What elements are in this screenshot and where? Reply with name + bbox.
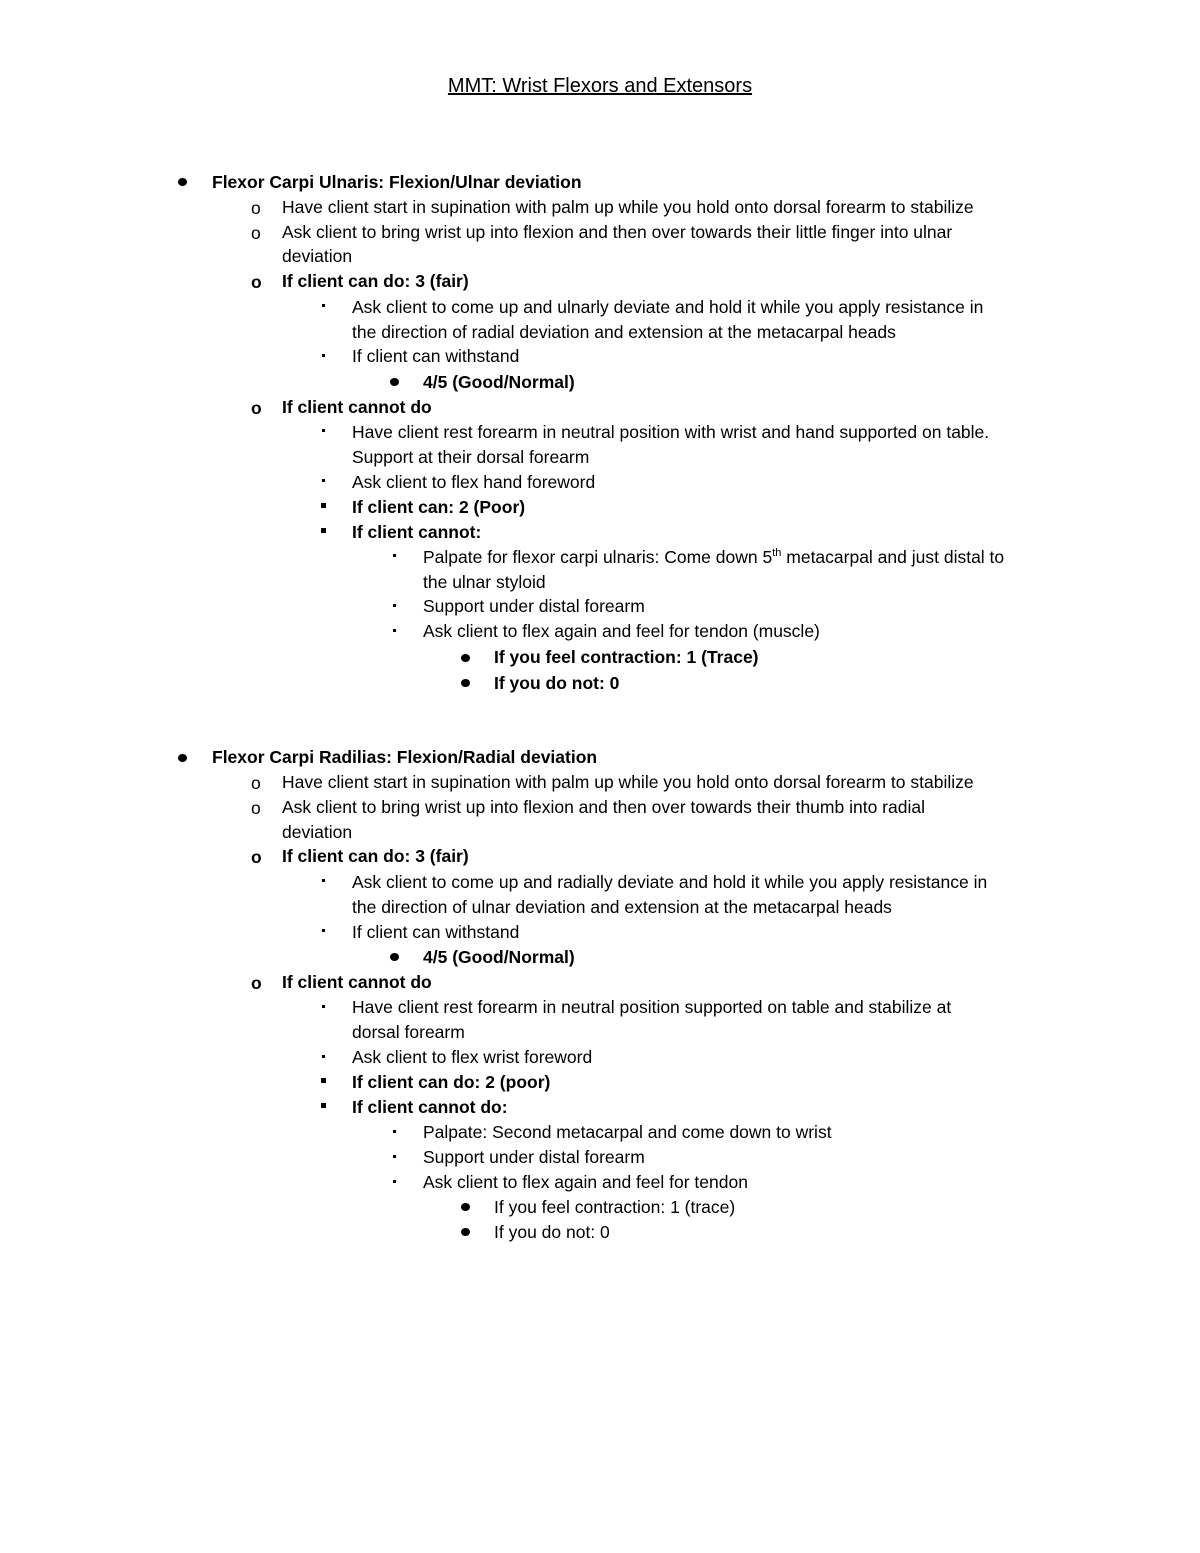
tick-bullet-icon bbox=[322, 304, 325, 307]
tick-bullet-icon bbox=[322, 429, 325, 432]
tick-bullet-icon bbox=[393, 1180, 396, 1183]
grade-result: If you do not: 0 bbox=[494, 673, 620, 693]
list-item: Ask client to bring wrist up into flexion and then over towards their little finger into ulnar bbox=[282, 222, 953, 242]
circle-bullet-icon: o bbox=[251, 398, 262, 418]
list-item: Ask client to flex again and feel for tendon bbox=[423, 1172, 748, 1192]
list-item: Palpate for flexor carpi ulnaris: Come down 5th metacarpal and just distal to bbox=[423, 547, 1005, 567]
list-item: If client can withstand bbox=[352, 346, 520, 366]
grade-heading: If client cannot: bbox=[352, 522, 482, 542]
tick-bullet-icon bbox=[393, 604, 396, 607]
list-item: Ask client to come up and radially deviate and hold it while you apply resistance in bbox=[352, 872, 988, 892]
grade-heading: If client cannot do: bbox=[352, 1097, 508, 1117]
tick-bullet-icon bbox=[322, 479, 325, 482]
grade-result: 4/5 (Good/Normal) bbox=[423, 372, 575, 392]
circle-bullet-icon: o bbox=[251, 198, 261, 218]
list-item: If client can withstand bbox=[352, 922, 520, 942]
list-item: Ask client to flex again and feel for tendon (muscle) bbox=[423, 621, 820, 641]
list-item: Palpate: Second metacarpal and come down to wrist bbox=[423, 1122, 832, 1142]
circle-bullet-icon: o bbox=[251, 973, 262, 993]
list-item-continued: the direction of ulnar deviation and extension at the metacarpal heads bbox=[352, 897, 892, 917]
grade-result: If you feel contraction: 1 (trace) bbox=[494, 1197, 736, 1217]
grade-result: 4/5 (Good/Normal) bbox=[423, 947, 575, 967]
grade-heading: If client cannot do bbox=[282, 397, 432, 417]
grade-result: If you do not: 0 bbox=[494, 1222, 610, 1242]
circle-bullet-icon: o bbox=[251, 773, 261, 793]
list-item: Support under distal forearm bbox=[423, 596, 645, 616]
grade-heading: If client can do: 3 (fair) bbox=[282, 846, 469, 866]
bullet-icon bbox=[461, 679, 470, 687]
grade-result: If client can do: 2 (poor) bbox=[352, 1072, 551, 1092]
list-item: Ask client to come up and ulnarly deviate and hold it while you apply resistance in bbox=[352, 297, 984, 317]
tick-bullet-icon bbox=[393, 629, 396, 632]
circle-bullet-icon: o bbox=[251, 272, 262, 292]
list-item: Have client start in supination with palm up while you hold onto dorsal forearm to stabilize bbox=[282, 772, 974, 792]
tick-bullet-icon bbox=[322, 879, 325, 882]
square-bullet-icon bbox=[321, 528, 326, 533]
section-heading: Flexor Carpi Radilias: Flexion/Radial deviation bbox=[212, 747, 598, 767]
list-item-continued: the direction of radial deviation and extension at the metacarpal heads bbox=[352, 322, 896, 342]
list-item-continued: Support at their dorsal forearm bbox=[352, 447, 590, 467]
square-bullet-icon bbox=[321, 1078, 326, 1083]
list-item: Ask client to flex hand foreword bbox=[352, 472, 596, 492]
tick-bullet-icon bbox=[393, 1155, 396, 1158]
list-item: Have client start in supination with palm up while you hold onto dorsal forearm to stabilize bbox=[282, 197, 974, 217]
tick-bullet-icon bbox=[322, 1055, 325, 1058]
bullet-icon bbox=[178, 754, 187, 762]
square-bullet-icon bbox=[321, 1103, 326, 1108]
list-item: Have client rest forearm in neutral position supported on table and stabilize at bbox=[352, 997, 952, 1017]
list-item: Ask client to flex wrist foreword bbox=[352, 1047, 593, 1067]
bullet-icon bbox=[390, 953, 399, 961]
grade-result: If you feel contraction: 1 (Trace) bbox=[494, 647, 759, 667]
tick-bullet-icon bbox=[322, 929, 325, 932]
list-item-continued: deviation bbox=[282, 246, 353, 266]
circle-bullet-icon: o bbox=[251, 847, 262, 867]
tick-bullet-icon bbox=[322, 354, 325, 357]
bullet-icon bbox=[461, 1203, 470, 1211]
circle-bullet-icon: o bbox=[251, 223, 261, 243]
grade-heading: If client can do: 3 (fair) bbox=[282, 271, 469, 291]
list-item-continued: deviation bbox=[282, 822, 353, 842]
list-item: Support under distal forearm bbox=[423, 1147, 645, 1167]
list-item-continued: the ulnar styloid bbox=[423, 572, 546, 592]
circle-bullet-icon: o bbox=[251, 798, 261, 818]
section-heading: Flexor Carpi Ulnaris: Flexion/Ulnar deviation bbox=[212, 172, 582, 192]
page-title: MMT: Wrist Flexors and Extensors bbox=[447, 75, 753, 97]
grade-heading: If client cannot do bbox=[282, 972, 432, 992]
bullet-icon bbox=[461, 654, 470, 662]
bullet-icon bbox=[390, 378, 399, 386]
bullet-icon bbox=[178, 178, 187, 186]
tick-bullet-icon bbox=[322, 1005, 325, 1008]
grade-result: If client can: 2 (Poor) bbox=[352, 497, 526, 517]
square-bullet-icon bbox=[321, 503, 326, 508]
list-item: Have client rest forearm in neutral position with wrist and hand supported on table. bbox=[352, 422, 990, 442]
bullet-icon bbox=[461, 1228, 470, 1236]
tick-bullet-icon bbox=[393, 554, 396, 557]
list-item-continued: dorsal forearm bbox=[352, 1022, 465, 1042]
tick-bullet-icon bbox=[393, 1130, 396, 1133]
list-item: Ask client to bring wrist up into flexion and then over towards their thumb into radial bbox=[282, 797, 925, 817]
